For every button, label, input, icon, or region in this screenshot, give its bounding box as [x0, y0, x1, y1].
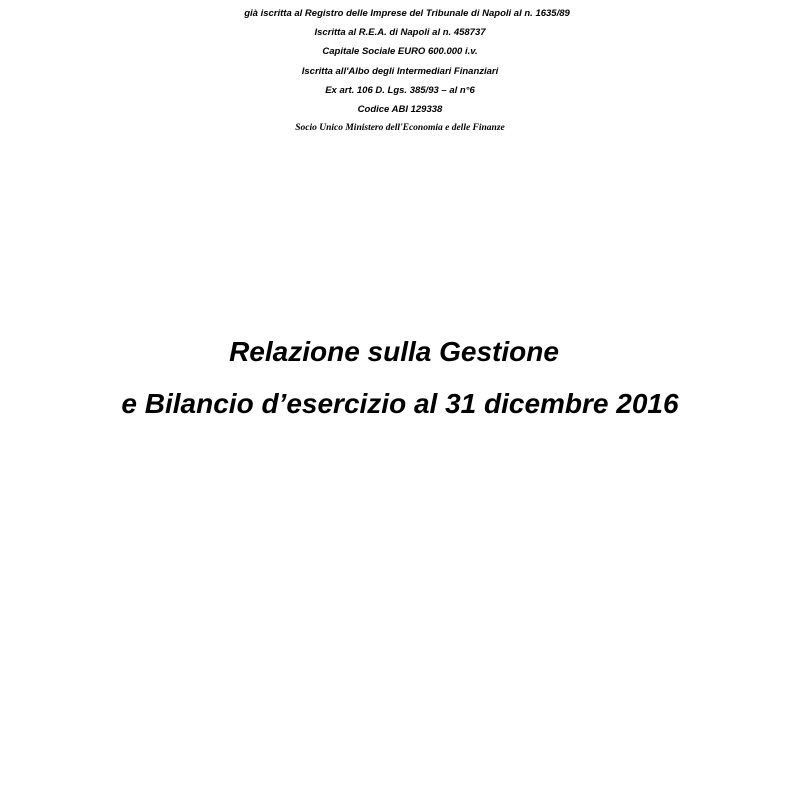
abi-code-line: Codice ABI 129338 [357, 104, 443, 116]
sole-shareholder-line: Socio Unico Ministero dell'Economia e delle Finanze [295, 123, 505, 134]
share-capital-line: Capitale Sociale EURO 600.000 i.v. [322, 46, 478, 58]
legal-article-line: Ex art. 106 D. Lgs. 385/93 – al n°6 [325, 84, 475, 96]
company-registration-header [0, 4, 800, 138]
rea-line: Iscritta al R.E.A. di Napoli al n. 458737 [314, 27, 486, 39]
albo-line: Iscritta all'Albo degli Intermediari Finanziari [301, 65, 499, 77]
registry-line: già iscritta al Registro delle Imprese del Tribunale di Napoli al n. 1635/89 [244, 8, 570, 19]
title-line-2: e Bilancio d’esercizio al 31 dicembre 2016 [121, 388, 679, 419]
document-title [0, 326, 800, 430]
title-line-1: Relazione sulla Gestione [229, 336, 559, 367]
